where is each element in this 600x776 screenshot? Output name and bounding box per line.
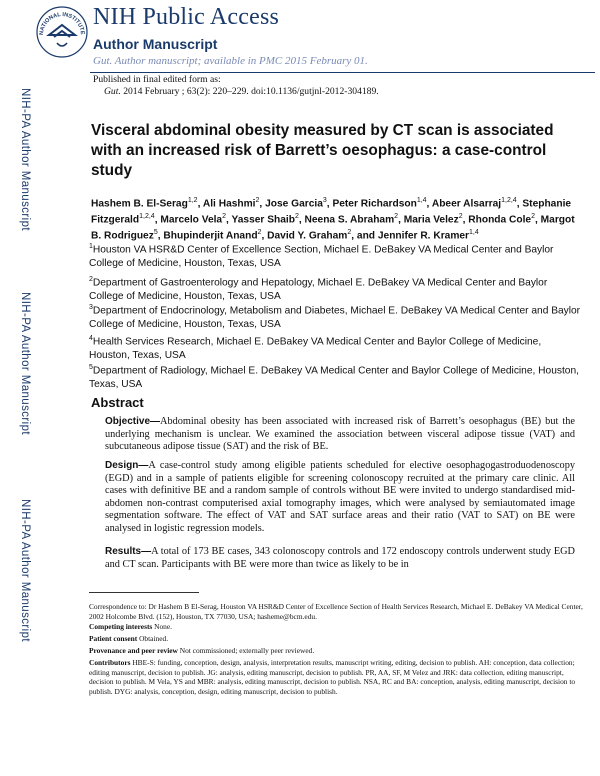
author-name: David Y. Graham — [267, 230, 348, 242]
author-affiliation-marker: 1,2,4 — [501, 197, 517, 204]
abstract-design — [105, 460, 575, 536]
author-name: Ali Hashmi — [202, 198, 256, 210]
author-affiliation-marker: 5 — [153, 228, 158, 236]
article-title: Visceral abdominal obesity measured by CT scan is associated with an increased risk of Barrett’s oesophagus: a case-control study — [91, 122, 554, 179]
author-separator: , — [398, 214, 404, 226]
citation — [104, 86, 379, 97]
affiliation: $^5$Department of Radiology, Michael E. DeBakey VA Medical Center and Baylor College of Medicine, Houston, Texas, USA — [89, 364, 579, 391]
contributors-note: Contributors HBE-S: funding, conception, design, analysis, interpretation results, manuscript writing, editing, decision to publish. AH: conception, data collection; editing manuscript, decision to publish. JG: analysis, editing manuscript, decision to publish. PR, AA, SF, M Velez and JRK: data collection, editing manuscript, decision to publish. M Vela, YS and MBR: analysis, editing manuscript, decision to publish. NSA, RC and BA: conception, analysis, editing manuscript, decision to publish. DYG: analysis, conception, design, editing manuscript, decision to publish. — [89, 658, 576, 696]
availability-note: Gut. Author manuscript; available in PMC 2015 February 01. — [93, 55, 368, 67]
author-separator: , — [157, 230, 164, 242]
author-name: Abeer Alsarraj — [431, 198, 502, 210]
author-name: Margot B. Rodriguez — [91, 214, 575, 242]
results-label: Results— — [105, 546, 152, 557]
author-affiliation-marker: 1,2,4 — [139, 212, 155, 220]
patient-consent-note: Patient consent Obtained. — [89, 634, 169, 643]
author-name: Bhupinderjit Anand — [163, 230, 258, 242]
abstract-results — [105, 546, 575, 571]
author-separator: , — [426, 198, 432, 210]
author-affiliation-marker: 2 — [458, 212, 463, 220]
author-name: Stephanie Fitzgerald — [91, 198, 572, 226]
author-separator: , — [197, 198, 203, 210]
objective-label: Objective— — [105, 416, 161, 427]
author-affiliation-marker: 3 — [322, 197, 327, 204]
author-affiliation-marker: 2 — [222, 212, 227, 220]
author-affiliation-marker: 1,4 — [469, 228, 479, 236]
provenance-note: Provenance and peer review Not commissioned; externally peer reviewed. — [89, 646, 315, 655]
author-name: Neena S. Abraham — [304, 214, 395, 226]
author-name: Marcelo Vela — [160, 214, 223, 226]
published-label: Published in final edited form as: — [93, 74, 221, 85]
repository-subtitle: Author Manuscript — [93, 36, 218, 52]
side-label: NIH-PA Author Manuscript — [19, 499, 31, 642]
author-affiliation-marker: 2 — [294, 212, 299, 220]
affiliation: $^2$Department of Gastroenterology and Hepatology, Michael E. DeBakey VA Medical Center and Baylor College of Medicine, Houston, Texas, USA — [89, 276, 548, 303]
author-separator: , — [462, 214, 469, 226]
nih-logo — [35, 5, 89, 59]
author-separator: , — [535, 214, 541, 226]
abstract-objective — [105, 416, 575, 454]
side-label: NIH-PA Author Manuscript — [19, 88, 31, 231]
author-name: Hashem B. El-Serag — [91, 198, 188, 210]
author-name: Yasser Shaib — [231, 214, 295, 226]
author-affiliation-marker: 2 — [347, 228, 352, 236]
author-separator: , and — [351, 230, 378, 242]
author-affiliation-marker: 2 — [394, 212, 399, 220]
author-separator: , — [326, 198, 333, 210]
citation-details: 2014 February ; 63(2): 220–229. doi:10.1136/gutjnl-2012-304189. — [120, 86, 379, 97]
author-affiliation-marker: 2 — [257, 228, 262, 236]
side-label: NIH-PA Author Manuscript — [19, 292, 31, 435]
author-affiliation-marker: 2 — [255, 197, 260, 204]
results-text: A total of 173 BE cases, 343 colonoscopy controls and 172 endoscopy controls underwent study EGD and CT scan. Participants with BE were more than twice as likely to be in — [105, 546, 575, 570]
author-separator: , — [261, 230, 268, 242]
author-name: Peter Richardson — [332, 198, 417, 210]
author-separator: , — [259, 198, 266, 210]
competing-interests-note: Competing interests None. — [89, 622, 173, 631]
author-separator: , — [154, 214, 161, 226]
header-divider — [90, 72, 595, 73]
design-text: A case-control study among eligible patients scheduled for elective oesophagogastroduodenoscopy (EGD) and in a sample of patients eligible for screening colonoscopy recruited at the primary care clinic. All cases with definitive BE and a random sample of controls without BE were invited to undergo standardised mid-abdomen non-contrast computerised axial tomography images, which were analysed by semiautomated image segmentation software. The effect of VAT and SAT surface areas and their ratio (VAT to SAT) on BE were analysed in logistic regression models. — [105, 460, 575, 534]
author-affiliation-marker: 2 — [531, 212, 535, 220]
author-affiliation-marker: 1,2 — [187, 197, 198, 204]
affiliation: $^3$Department of Endocrinology, Metabolism and Diabetes, Michael E. DeBakey VA Medical Center and Baylor College of Medicine, Houston, Texas, USA — [89, 304, 581, 331]
affiliation: $^1$Houston VA HSR&D Center of Excellence Section, Michael E. DeBakey VA Medical Center and Baylor College of Medicine, Houston, Texas, USA — [89, 243, 554, 270]
affiliation: $^4$Health Services Research, Michael E. DeBakey VA Medical Center and Baylor College of Medicine, Houston, Texas, USA — [89, 335, 542, 362]
correspondence-note: Correspondence to: Dr Hashem B El-Serag, Houston VA HSR&D Center of Excellence Section of Health Services Research, Michael E. DeBakey VA Medical Center, 2002 Holcombe Blvd. (152), Houston, TX 77030, USA; hasheme@bcm.edu. — [89, 602, 583, 621]
author-separator: , — [298, 214, 305, 226]
design-label: Design— — [105, 460, 149, 471]
abstract-heading: Abstract — [91, 395, 144, 410]
citation-journal: Gut. — [104, 86, 121, 97]
author-list — [91, 195, 586, 243]
author-separator: , — [226, 214, 232, 226]
author-name: Maria Velez — [403, 214, 459, 226]
author-affiliation-marker: 1,4 — [416, 197, 427, 204]
author-separator: , — [516, 198, 523, 210]
footnote-divider — [89, 592, 199, 593]
objective-text: Abdominal obesity has been associated with increased risk of Barrett’s oesophagus (BE) but the underlying mechanism is unclear. We examined the association between visceral adipose tissue (VAT) and subcutaneous adipose tissue (SAT) and the risk of BE. — [105, 416, 575, 453]
author-name: Rhonda Cole — [468, 214, 532, 226]
repository-title: NIH Public Access — [93, 4, 280, 30]
author-name: Jose Garcia — [265, 198, 323, 210]
svg-text:NATIONAL INSTITUTES OF HEALTH: NATIONAL INSTITUTE — [38, 11, 86, 36]
author-name: Jennifer R. Kramer — [377, 230, 470, 242]
